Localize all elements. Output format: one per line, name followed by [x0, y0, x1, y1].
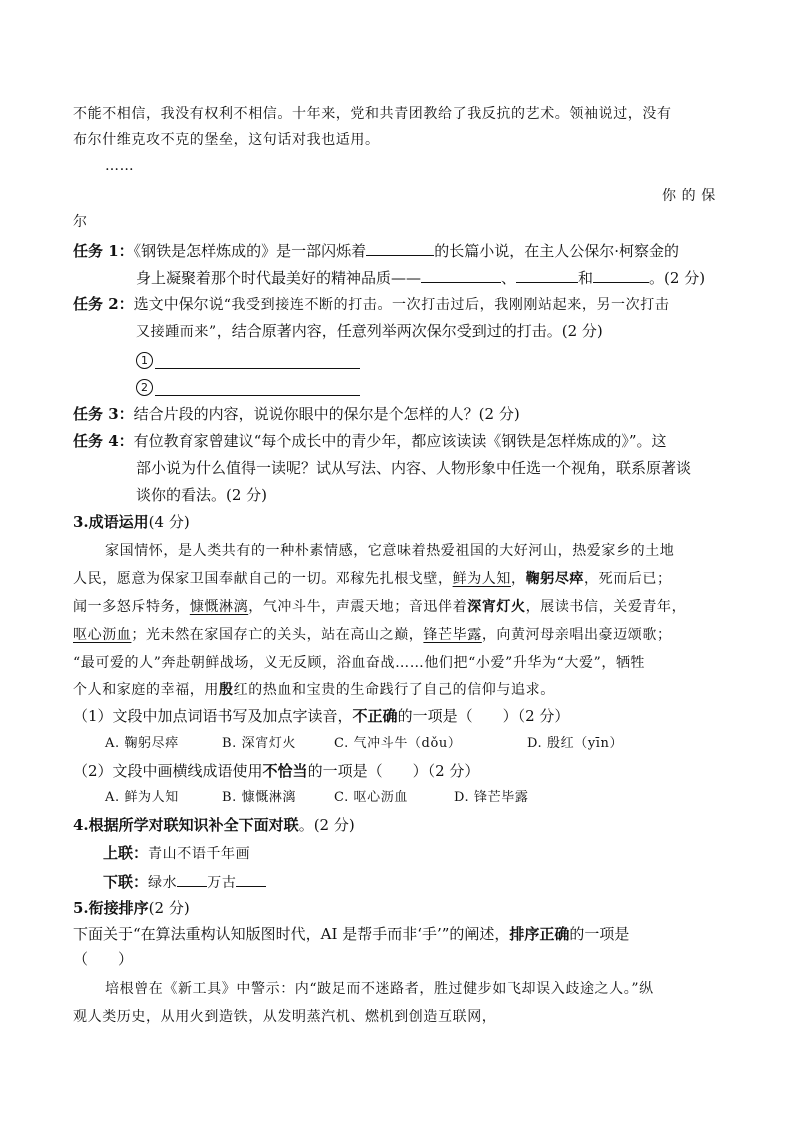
- task-2-answer-2: [136, 376, 360, 396]
- q3-para-line-6: 个人和家庭的幸福，用殷红的热血和宝贵的生命践行了自己的信仰与追求。: [73, 682, 555, 698]
- option-a[interactable]: A. 鲜为人知: [105, 790, 179, 805]
- idiom-xianweirenzhi: 鲜为人知: [452, 571, 512, 587]
- task-1-line-1: 任务 1：《钢铁是怎样炼成的》是一部闪烁着 的长篇小说，在主人公保尔·柯察金的: [73, 242, 679, 260]
- dotted-char-yin: 殷: [219, 682, 234, 698]
- answer-line-1[interactable]: [155, 353, 360, 369]
- q3-title: 3.成语运用(4 分): [73, 513, 190, 531]
- task-1-blank-3[interactable]: [516, 267, 578, 283]
- option-b[interactable]: B. 深宵灯火: [222, 736, 297, 751]
- idiom-fengmangbilu: 锋芒毕露: [423, 627, 482, 643]
- task-1-blank-1[interactable]: [366, 240, 434, 256]
- q5-answer-paren[interactable]: （ ）: [73, 950, 134, 968]
- couplet-upper: 上联：青山不语千年画: [103, 844, 251, 862]
- circled-number-1: 1: [136, 352, 153, 369]
- passage-signature-b: 尔: [73, 214, 88, 230]
- task-2-line-2: 又接踵而来”，结合原著内容，任意列举两次保尔受到过的打击。(2 分): [136, 322, 603, 340]
- task-1-line-2: 身上凝聚着那个时代最美好的精神品质—— 、 和 。(2 分): [136, 269, 706, 287]
- option-a[interactable]: A. 鞠躬尽瘁: [105, 736, 179, 751]
- task-4-line-1: 任务 4：有位教育家曾建议“每个成长中的青少年，都应该读读《钢铁是怎样炼成的》”。这: [73, 432, 667, 450]
- task-3-line: 任务 3：结合片段的内容，说说你眼中的保尔是个怎样的人？(2 分): [73, 405, 520, 423]
- q5-para-line-1: 培根曾在《新工具》中警示：内“跛足而不迷路者，胜过健步如飞却误入歧途之人。”纵: [105, 981, 654, 997]
- option-c[interactable]: C. 呕心沥血: [334, 790, 408, 805]
- q3-para-line-2: 人民，愿意为保家卫国奉献自己的一切。邓稼先扎根戈壁，鲜为人知，鞠躬尽瘁，死而后已；: [73, 571, 672, 587]
- option-d[interactable]: D. 殷红（yīn）: [527, 736, 624, 751]
- task-4-line-3: 谈你的看法。(2 分): [136, 486, 268, 504]
- answer-line-2[interactable]: [155, 380, 360, 396]
- dotted-word-jugongjincui: 鞠躬尽瘁: [525, 571, 585, 587]
- task-2-line-1: 任务 2：选文中保尔说“我受到接连不断的打击。一次打击过后，我刚刚站起来，另一次打击: [73, 295, 670, 313]
- couplet-lower: 下联：绿水 万古: [103, 871, 266, 893]
- q3-para-line-1: 家国情怀，是人类共有的一种朴素情感，它意味着热爱祖国的大好河山，热爱家乡的土地: [105, 543, 675, 559]
- q5-stem: 下面关于“在算法重构认知版图时代，AI 是帮手而非‘手’”的阐述，排序正确的一项是: [73, 925, 630, 943]
- dotted-word-shenxiaodenghuo: 深宵灯火: [467, 599, 526, 615]
- option-b[interactable]: B. 慷慨淋漓: [222, 790, 297, 805]
- passage-line-1: 不能不相信，我没有权利不相信。十年来，党和共青团教给了我反抗的艺术。领袖说过，没有: [73, 106, 672, 122]
- task-4-line-2: 部小说为什么值得一读呢？试从写法、内容、人物形象中任选一个视角，联系原著谈: [136, 459, 692, 477]
- idiom-kangkailinli: 慷慨淋漓: [189, 599, 249, 615]
- task-2-label: 任务 2：: [73, 295, 134, 313]
- q3-para-line-5: “最可爱的人”奔赴朝鲜战场，义无反顾，浴血奋战……他们把“小爱”升华为“大爱”，牺牲: [73, 655, 646, 671]
- passage-ellipsis: ……: [105, 158, 135, 174]
- q3-sub-1-options: [105, 734, 623, 754]
- option-d[interactable]: D. 锋芒毕露: [454, 790, 529, 805]
- q3-sub-2-stem: （2）文段中画横线成语使用不恰当的一项是（ ）（2 分）: [73, 762, 480, 780]
- task-1-blank-2[interactable]: [421, 267, 501, 283]
- passage-line-2: 布尔什维克攻不克的堡垒，这句话对我也适用。: [73, 132, 380, 148]
- couplet-blank-2[interactable]: [236, 871, 266, 887]
- q3-sub-1-stem: （1）文段中加点词语书写及加点字读音，不正确的一项是（ ）（2 分）: [73, 707, 570, 725]
- task-3-label: 任务 3：: [73, 405, 134, 423]
- circled-number-2: 2: [136, 379, 153, 396]
- task-1-blank-4[interactable]: [593, 267, 649, 283]
- q5-title: 5.衔接排序(2 分): [73, 899, 190, 917]
- q5-para-line-2: 观人类历史，从用火到造铁，从发明蒸汽机、燃机到创造互联网，: [73, 1009, 497, 1025]
- q3-sub-2-options: [105, 788, 528, 808]
- passage-signature-a: 你 的 保: [662, 188, 716, 204]
- option-c[interactable]: C. 气冲斗牛（dǒu）: [334, 736, 462, 751]
- couplet-blank-1[interactable]: [177, 871, 207, 887]
- task-1-label: 任务 1：: [73, 242, 134, 260]
- task-4-label: 任务 4：: [73, 432, 134, 450]
- idiom-ouxinlixue: 呕心沥血: [73, 627, 132, 643]
- task-2-answer-1: [136, 349, 360, 369]
- q3-para-line-3: 闻一多怒斥特务，慷慨淋漓，气冲斗牛，声震天地；音迅伴着深宵灯火，展读书信，关爱青年，: [73, 599, 687, 615]
- q4-title: 4.根据所学对联知识补全下面对联。(2 分): [73, 816, 355, 834]
- q3-para-line-4: 呕心沥血；光未然在家国存亡的关头，站在高山之巅，锋芒毕露，向黄河母亲唱出豪迈颂歌；: [73, 627, 672, 643]
